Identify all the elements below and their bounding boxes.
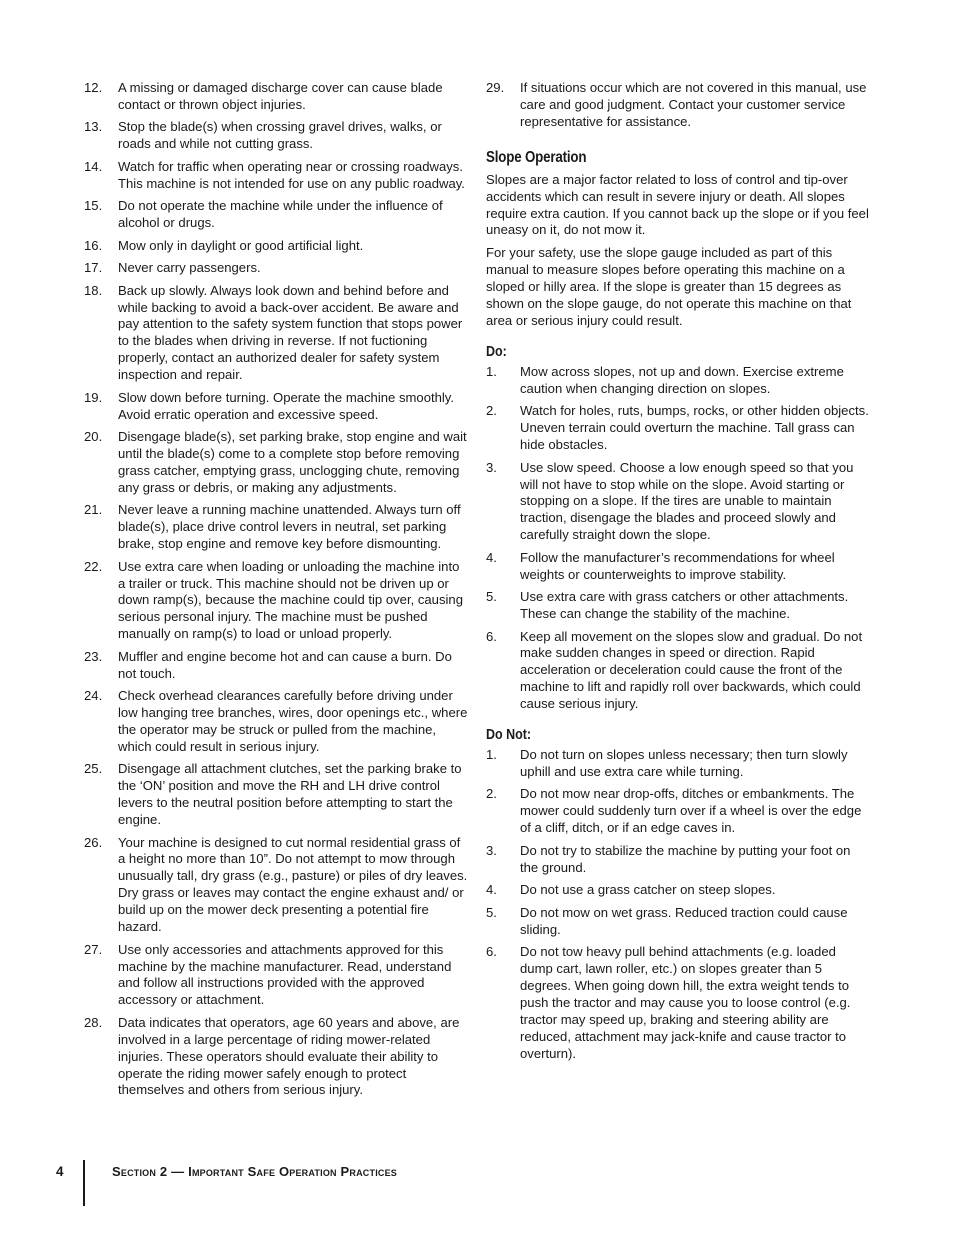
item-text: Use extra care with grass catchers or other attachments. These can change the stability of the machine. [520,589,849,622]
list-item [486,747,872,781]
list-item [84,80,468,114]
item-text: Disengage all attachment clutches, set the parking brake to the ‘ON’ position and move the RH and LH drive control levers to the neutral position before attempting to start the engine. [118,761,462,828]
list-item [486,80,872,131]
item-text: Mow across slopes, not up and down. Exercise extreme caution when changing direction on slopes. [520,363,844,396]
list-item [84,429,468,497]
do-heading: Do: [486,343,507,360]
list-item [84,119,468,153]
list-item [84,390,468,424]
item-text: Do not turn on slopes unless necessary; then turn slowly uphill and use extra care while turning. [520,747,848,779]
item-text: Do not mow on wet grass. Reduced traction could cause sliding. [520,904,848,937]
section-title: Section 2 — Important Safe Operation Practices [112,1164,398,1179]
item-number: 2. [486,786,497,802]
item-text: Never leave a running machine unattended. Always turn off blade(s), place drive control levers in neutral, set parking brake, stop engine and remove key before dismounting. [118,502,461,552]
page-number: 4 [56,1164,64,1179]
list-item [486,460,872,545]
item-text: Data indicates that operators, age 60 years and above, are involved in a large percentage of riding mower-related injuries. These operators should evaluate their ability to operate the riding mower safely enough to protect themselves and others from serious injury. [118,1014,460,1098]
item-number: 16. [84,237,103,253]
item-number: 4. [486,882,497,898]
list-item [84,688,468,756]
list-item [486,589,872,623]
item-number: 17. [84,260,103,276]
item-number: 1. [486,363,497,379]
do-not-heading: Do Not: [486,727,532,744]
item-text: Disengage blade(s), set parking brake, stop engine and wait until the blade(s) come to a complete stop before removing grass catcher, emptying grass, unclogging chute, removing any grass or debris, or making any adjustments. [118,429,467,495]
list-item [84,260,468,277]
item-number: 28. [84,1014,103,1030]
list-item [486,364,872,398]
safety-list-left [84,80,468,1099]
item-number: 27. [84,941,103,957]
list-item [84,942,468,1010]
item-number: 20. [84,429,103,445]
item-text: Do not try to stabilize the machine by putting your foot on the ground. [520,842,851,875]
item-number: 6. [486,944,497,960]
item-text: Use extra care when loading or unloading the machine into a trailer or truck. This machine should not be driven up or down ramp(s), because the machine could tip over, causing serious personal injury. The machine must be pushed manually on ramp(s) to load or unload properly. [118,558,463,642]
item-text: Use only accessories and attachments approved for this machine by the machine manufacturer. Read, understand and follow all instructions provided with the approved accessory or attachment. [118,941,452,1008]
list-item [84,761,468,829]
item-text: Keep all movement on the slopes slow and gradual. Do not make sudden changes in speed or direction. Rapid acceleration or deceleration could cause the front of the machine to lift and rapidly roll over backwards, which could cause serious injury. [520,628,863,712]
item-text: Do not mow near drop-offs, ditches or embankments. The mower could suddenly turn over if a wheel is over the edge of a cliff, ditch, or if an edge caves in. [520,786,862,836]
item-number: 19. [84,389,103,405]
list-item [84,238,468,255]
item-number: 26. [84,834,103,850]
do-list [486,364,872,713]
item-number: 25. [84,761,103,777]
slope-paragraph-2: For your safety, use the slope gauge included as part of this manual to measure slopes before operating this machine on a sloped or hilly area. If the slope is greater than 15 degrees as shown on the slope gauge, do not operate this machine on that area or serious injury could result. [486,245,852,328]
item-text: Back up slowly. Always look down and behind before and while backing to avoid a back-over accident. Be aware and pay attention to the safety system function that stops power to the blades when driving in reverse. If not fuctioning properly, contact an authorized dealer for safety system inspection and repair. [118,282,463,383]
item-text: A missing or damaged discharge cover can cause blade contact or thrown object injuries. [118,80,443,112]
item-number: 12. [84,80,103,95]
footer-divider [83,1160,85,1206]
item-text: Watch for holes, ruts, bumps, rocks, or other hidden objects. Uneven terrain could overturn the machine. Tall grass can hide obstacles. [520,403,869,453]
safety-list-right [486,80,872,131]
list-item [84,559,468,644]
item-number: 13. [84,119,103,135]
list-item [486,786,872,837]
item-number: 1. [486,747,497,763]
list-item [486,403,872,454]
item-text: Do not operate the machine while under the influence of alcohol or drugs. [118,198,443,231]
page-footer [0,1160,954,1220]
list-item [486,550,872,584]
item-number: 3. [486,842,497,858]
list-item [84,159,468,193]
slope-operation-heading: Slope Operation [486,148,587,166]
item-number: 15. [84,198,103,214]
item-number: 6. [486,628,497,644]
item-text: Muffler and engine become hot and can cause a burn. Do not touch. [118,648,452,681]
list-item [84,649,468,683]
item-number: 3. [486,459,497,475]
item-number: 24. [84,688,103,704]
item-text: Stop the blade(s) when crossing gravel drives, walks, or roads and while not cutting grass. [118,119,442,152]
item-text: Slow down before turning. Operate the machine smoothly. Avoid erratic operation and excessive speed. [118,389,455,422]
item-text: If situations occur which are not covered in this manual, use care and good judgment. Contact your customer service representative for assistance. [520,80,867,129]
do-not-list [486,747,872,1062]
item-text: Never carry passengers. [118,260,261,276]
item-number: 14. [84,158,103,174]
item-text: Your machine is designed to cut normal residential grass of a height no more than 10”. Do not attempt to mow through unusually tall, dry grass (e.g., pasture) or piles of dry leaves. Dry grass or leaves may contact the engine exhaust and/ or build up on the mower deck presenting a potential fire hazard. [118,834,468,935]
list-item [84,835,468,936]
list-item [486,629,872,714]
item-text: Do not tow heavy pull behind attachments (e.g. loaded dump cart, lawn roller, etc.) on slopes greater than 5 degrees. When going down hill, the extra weight tends to push the tractor and may cause you to loose control (e.g. tractor may speed up, braking and steering ability are reduced, attachment may jack-knife and cause tractor to overturn). [520,944,851,1061]
slope-paragraph-1: Slopes are a major factor related to loss of control and tip-over accidents which can result in severe injury or death. All slopes require extra caution. If you cannot back up the slope or if you feel uneasy on it, do not mow it. [486,171,869,238]
item-number: 29. [486,80,505,95]
left-column [84,80,468,1105]
item-text: Do not use a grass catcher on steep slopes. [520,882,776,898]
list-item [84,198,468,232]
list-item [486,944,872,1062]
list-item [84,502,468,553]
item-number: 22. [84,558,103,574]
item-number: 18. [84,282,103,298]
item-number: 4. [486,549,497,565]
item-text: Use slow speed. Choose a low enough speed so that you will not have to stop while on the slope. Avoid starting or stopping on a slope. If the tires are unable to maintain traction, disengage the blades and proceed slowly and carefully straight down the slope. [520,459,854,543]
list-item [486,882,872,899]
item-number: 21. [84,502,103,518]
item-number: 5. [486,904,497,920]
item-text: Follow the manufacturer’s recommendations for wheel weights or counterweights to improve stability. [520,549,835,582]
list-item [486,905,872,939]
item-text: Watch for traffic when operating near or crossing roadways. This machine is not intended for use on any public roadway. [118,158,465,191]
item-text: Mow only in daylight or good artificial light. [118,237,364,253]
list-item [84,283,468,384]
item-text: Check overhead clearances carefully before driving under low hanging tree branches, wires, door openings etc., where the operator may be struck or pulled from the machine, which could result in serious injury. [118,688,468,754]
item-number: 2. [486,403,497,419]
item-number: 5. [486,589,497,605]
list-item [84,1015,468,1100]
list-item [486,843,872,877]
right-column [486,80,872,1068]
item-number: 23. [84,648,103,664]
